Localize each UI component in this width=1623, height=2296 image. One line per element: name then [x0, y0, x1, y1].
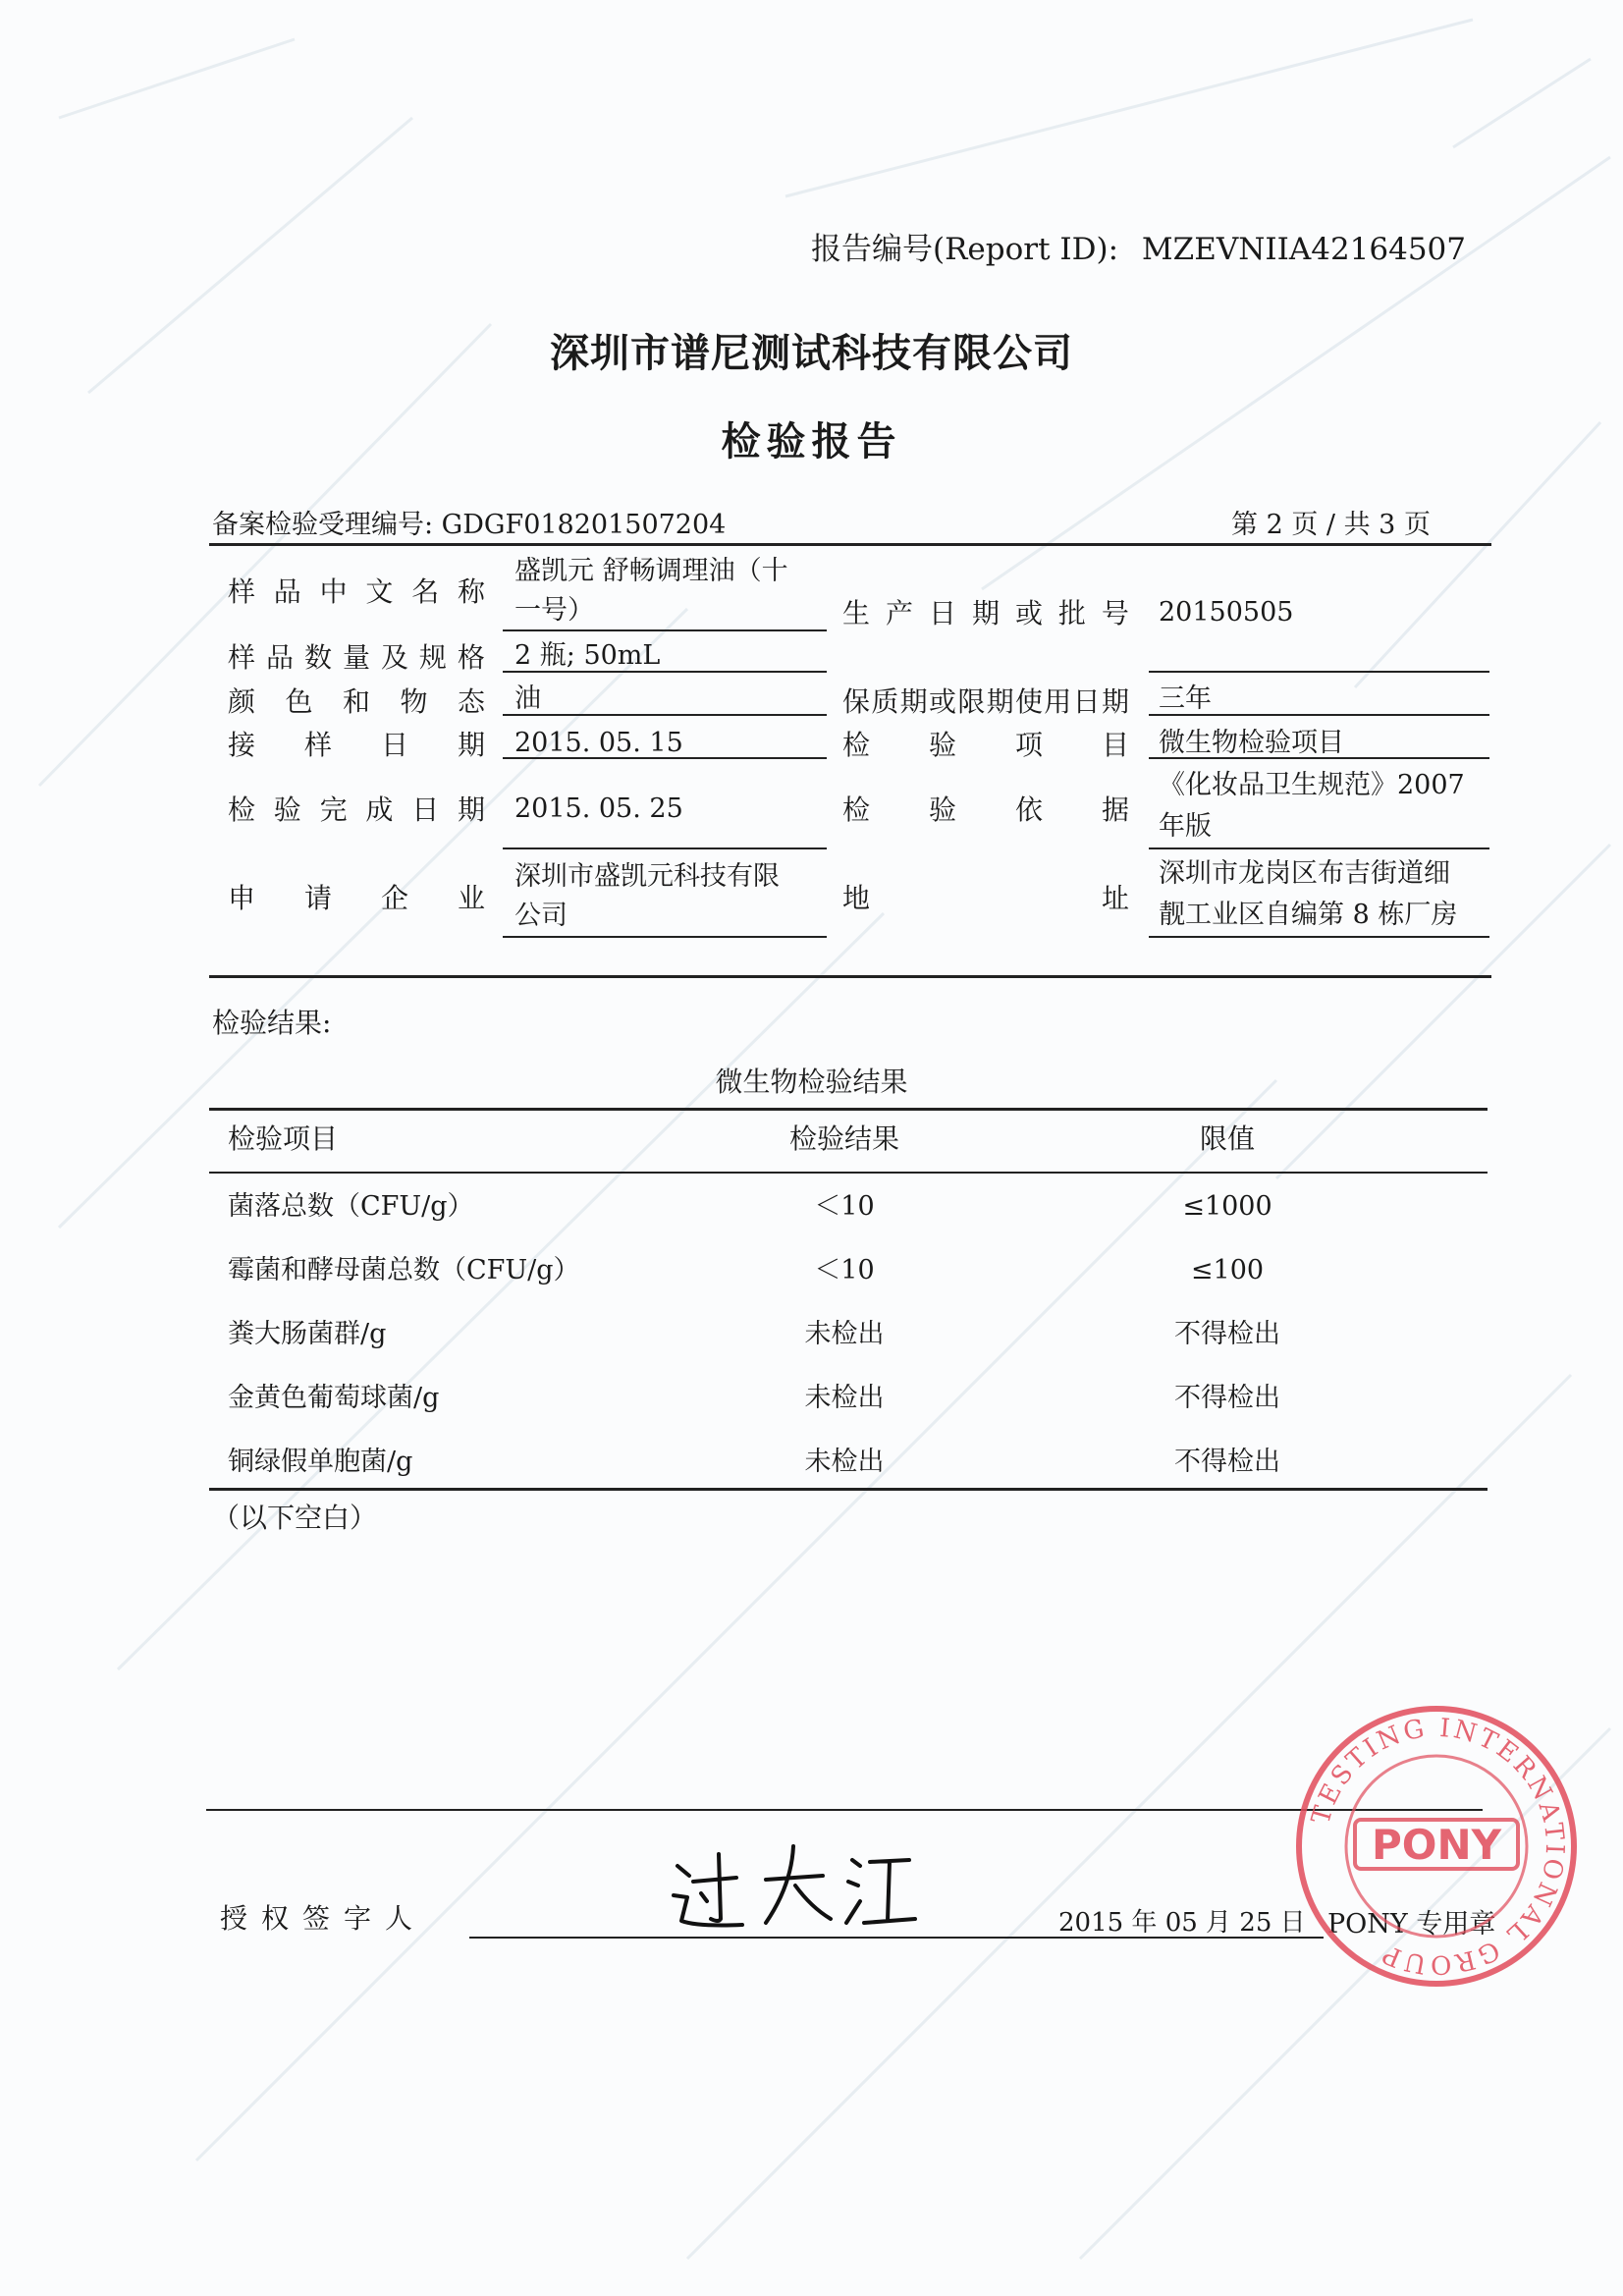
signature-top-line [206, 1809, 1483, 1811]
row-item: 铜绿假单胞菌/g [228, 1447, 413, 1477]
label-quantity: 样 品 数 量 及 规 格 [228, 641, 485, 674]
value-sample-name-line1: 盛凯元 舒畅调理油（十 [514, 556, 788, 586]
report-id-value: MZEVNIIA42164507 [1141, 232, 1467, 267]
company-name: 深圳市谱尼测试科技有限公司 [550, 331, 1073, 376]
label-basis: 检 验 依 据 [842, 793, 1129, 826]
row-item: 粪大肠菌群/g [228, 1319, 387, 1349]
row-limit: 不得检出 [1174, 1319, 1280, 1349]
value-basis-line2: 年版 [1159, 811, 1212, 842]
results-label: 检验结果: [212, 1007, 332, 1039]
value-production: 20150505 [1159, 597, 1294, 628]
underline [503, 714, 827, 716]
underline [503, 847, 827, 849]
underline [1149, 847, 1489, 849]
row-result: ＜10 [814, 1191, 875, 1222]
label-receive-date: 接 样 日 期 [228, 729, 485, 761]
report-id-label: 报告编号(Report ID): [811, 232, 1119, 267]
report-title: 检验报告 [721, 419, 902, 465]
value-address-line1: 深圳市龙岗区布吉街道细 [1159, 858, 1450, 889]
row-limit: ≤100 [1190, 1255, 1265, 1285]
row-result: 未检出 [804, 1447, 885, 1477]
page-indicator: 第 2 页 / 共 3 页 [1231, 510, 1431, 540]
blank-note: （以下空白） [212, 1502, 378, 1534]
row-limit: 不得检出 [1174, 1447, 1280, 1477]
value-test-item: 微生物检验项目 [1159, 728, 1344, 758]
header-test-item: 检验项目 [228, 1122, 339, 1155]
row-limit: ≤1000 [1182, 1191, 1272, 1222]
underline [503, 936, 827, 938]
value-applicant-line1: 深圳市盛凯元科技有限 [514, 861, 780, 892]
filing-number: 备案检验受理编号: GDGF018201507204 [212, 510, 727, 540]
header-result: 检验结果 [788, 1122, 899, 1155]
value-receive-date: 2015. 05. 15 [514, 728, 683, 758]
info-top-border [209, 543, 1491, 546]
results-title: 微生物检验结果 [715, 1066, 908, 1098]
value-sample-name-line2: 一号） [514, 595, 594, 626]
signer-label: 授权签字人 [220, 1902, 427, 1935]
label-address: 地 址 [842, 882, 1129, 914]
value-complete-date: 2015. 05. 25 [514, 793, 683, 824]
value-color: 油 [514, 683, 541, 714]
handwritten-signature [668, 1836, 923, 1935]
seal-label: PONY 专用章 [1327, 1909, 1496, 1940]
value-basis-line1: 《化妆品卫生规范》2007 [1159, 770, 1465, 800]
label-color: 颜 色 和 物 态 [228, 685, 485, 718]
label-complete-date: 检 验 完 成 日 期 [228, 793, 485, 826]
row-result: 未检出 [804, 1383, 885, 1413]
label-production: 生 产 日 期 或 批 号 [842, 597, 1129, 629]
pony-seal-stamp [1294, 1704, 1579, 1989]
header-limit: 限值 [1199, 1122, 1255, 1155]
underline [1149, 671, 1489, 673]
row-item: 金黄色葡萄球菌/g [228, 1383, 440, 1413]
stamp-brand: PONY [1371, 1821, 1502, 1869]
value-shelf-life: 三年 [1159, 683, 1212, 714]
label-applicant: 申 请 企 业 [228, 882, 485, 914]
results-top-border [209, 1108, 1488, 1111]
row-limit: 不得检出 [1174, 1383, 1280, 1413]
value-applicant-line2: 公司 [514, 901, 568, 931]
row-result: 未检出 [804, 1319, 885, 1349]
row-item: 霉菌和酵母菌总数（CFU/g） [228, 1255, 580, 1285]
results-header-border [209, 1172, 1488, 1174]
value-address-line2: 靓工业区自编第 8 栋厂房 [1159, 900, 1458, 930]
label-shelf-life: 保 质 期 或 限 期 使 用 日 期 [842, 685, 1129, 718]
sign-date: 2015 年 05 月 25 日 [1058, 1908, 1306, 1938]
value-quantity: 2 瓶; 50mL [514, 640, 661, 671]
row-item: 菌落总数（CFU/g） [228, 1191, 474, 1222]
stamp-ring-text: TESTING INTERNATIONAL GROUP [1306, 1713, 1570, 1980]
underline [1149, 936, 1489, 938]
row-result: ＜10 [814, 1255, 875, 1285]
report-id [811, 224, 1466, 268]
label-sample-name: 样 品 中 文 名 称 [228, 575, 485, 608]
label-test-item: 检 验 项 目 [842, 729, 1129, 761]
results-bottom-border [209, 1488, 1488, 1491]
info-bottom-border [209, 975, 1491, 978]
